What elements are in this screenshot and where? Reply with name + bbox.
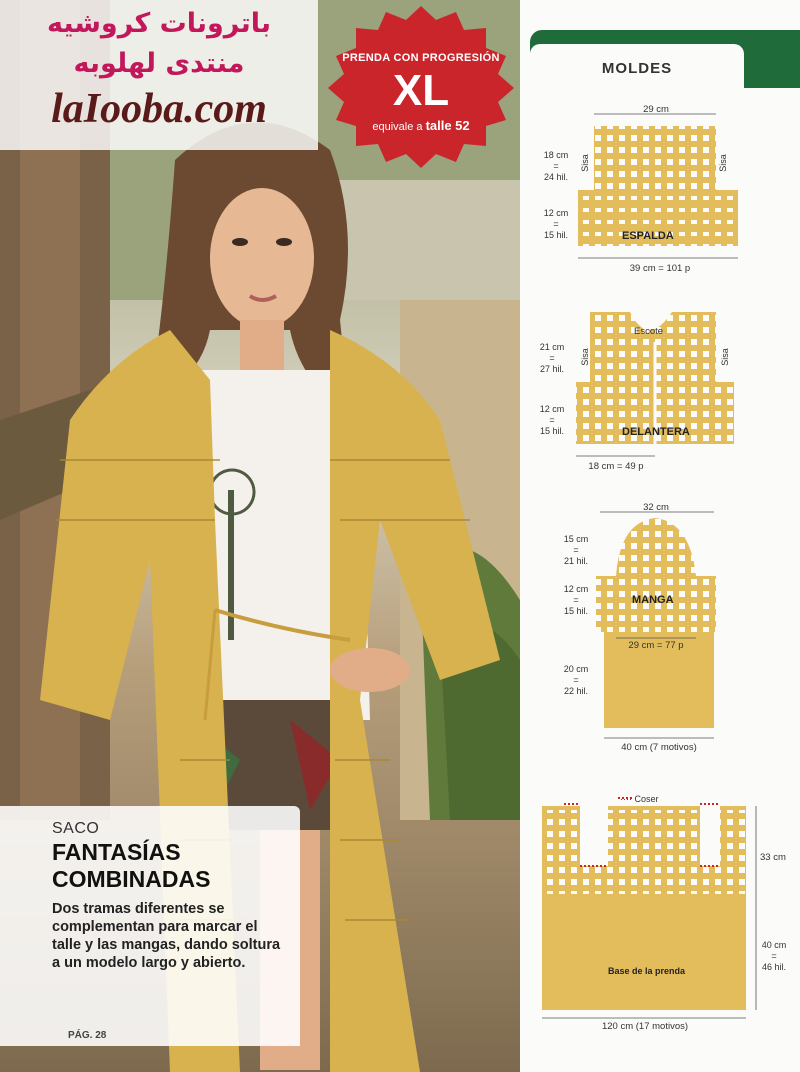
- delantera-name: DELANTERA: [622, 426, 690, 438]
- caption-title-line2: COMBINADAS: [52, 866, 211, 892]
- page-number: PÁG. 28: [68, 1030, 107, 1041]
- espalda-top-width: 29 cm: [643, 104, 669, 115]
- delantera-upper-height: 21 cm = 27 hil.: [539, 342, 565, 374]
- delantera-sisa-left: Sisa: [579, 348, 590, 366]
- manga-mid-width: 29 cm = 77 p: [628, 640, 684, 651]
- delantera-escote: Escote: [634, 326, 664, 337]
- manga-top-width: 32 cm: [643, 502, 669, 513]
- caption-description: Dos tramas diferentes se complementan para marcar el talle y las mangas, dando soltura a un modelo largo y abierto.: [52, 901, 281, 971]
- espalda-lower-height: 12 cm = 15 hil.: [543, 208, 569, 240]
- manga-schematic: [596, 512, 716, 738]
- espalda-name: ESPALDA: [622, 230, 674, 242]
- manga-lower-height: 20 cm = 22 hil.: [563, 664, 589, 696]
- espalda-bottom-width: 39 cm = 101 p: [629, 263, 691, 274]
- manga-mid-height: 12 cm = 15 hil.: [563, 584, 589, 616]
- caption-title-line1: FANTASÍAS: [52, 839, 181, 865]
- base-schematic: [542, 798, 756, 1018]
- watermark-site: laIooba.com: [51, 86, 267, 132]
- moldes-header: MOLDES: [601, 60, 673, 77]
- badge-equivalence: equivale a talle 52: [372, 118, 470, 133]
- espalda-sisa-right: Sisa: [717, 154, 728, 172]
- watermark-arabic-line1: باترونات كروشيه: [46, 8, 272, 39]
- base-upper-height: 33 cm: [760, 852, 786, 863]
- article-caption: [0, 806, 300, 1046]
- badge-size: XL: [392, 66, 450, 115]
- manga-bottom-width: 40 cm (7 motivos): [621, 742, 697, 753]
- base-lower-height: 40 cm = 46 hil.: [761, 940, 787, 972]
- base-coser-label: ···· Coser: [620, 794, 659, 804]
- delantera-sisa-right: Sisa: [719, 348, 730, 366]
- manga-cap-height: 15 cm = 21 hil.: [563, 534, 589, 566]
- base-bottom-width: 120 cm (17 motivos): [601, 1021, 689, 1032]
- delantera-lower-height: 12 cm = 15 hil.: [539, 404, 565, 436]
- badge-label: PRENDA CON PROGRESIÓN: [342, 52, 500, 64]
- espalda-sisa-left: Sisa: [579, 154, 590, 172]
- manga-name: MANGA: [632, 594, 674, 606]
- delantera-bottom-width: 18 cm = 49 p: [588, 461, 644, 472]
- caption-category: SACO: [52, 820, 100, 837]
- watermark-arabic-line2: منتدى لهلوبه: [73, 48, 245, 79]
- watermark: [0, 0, 318, 150]
- base-name: Base de la prenda: [608, 966, 686, 976]
- espalda-upper-height: 18 cm = 24 hil.: [543, 150, 569, 182]
- size-badge: [318, 4, 520, 168]
